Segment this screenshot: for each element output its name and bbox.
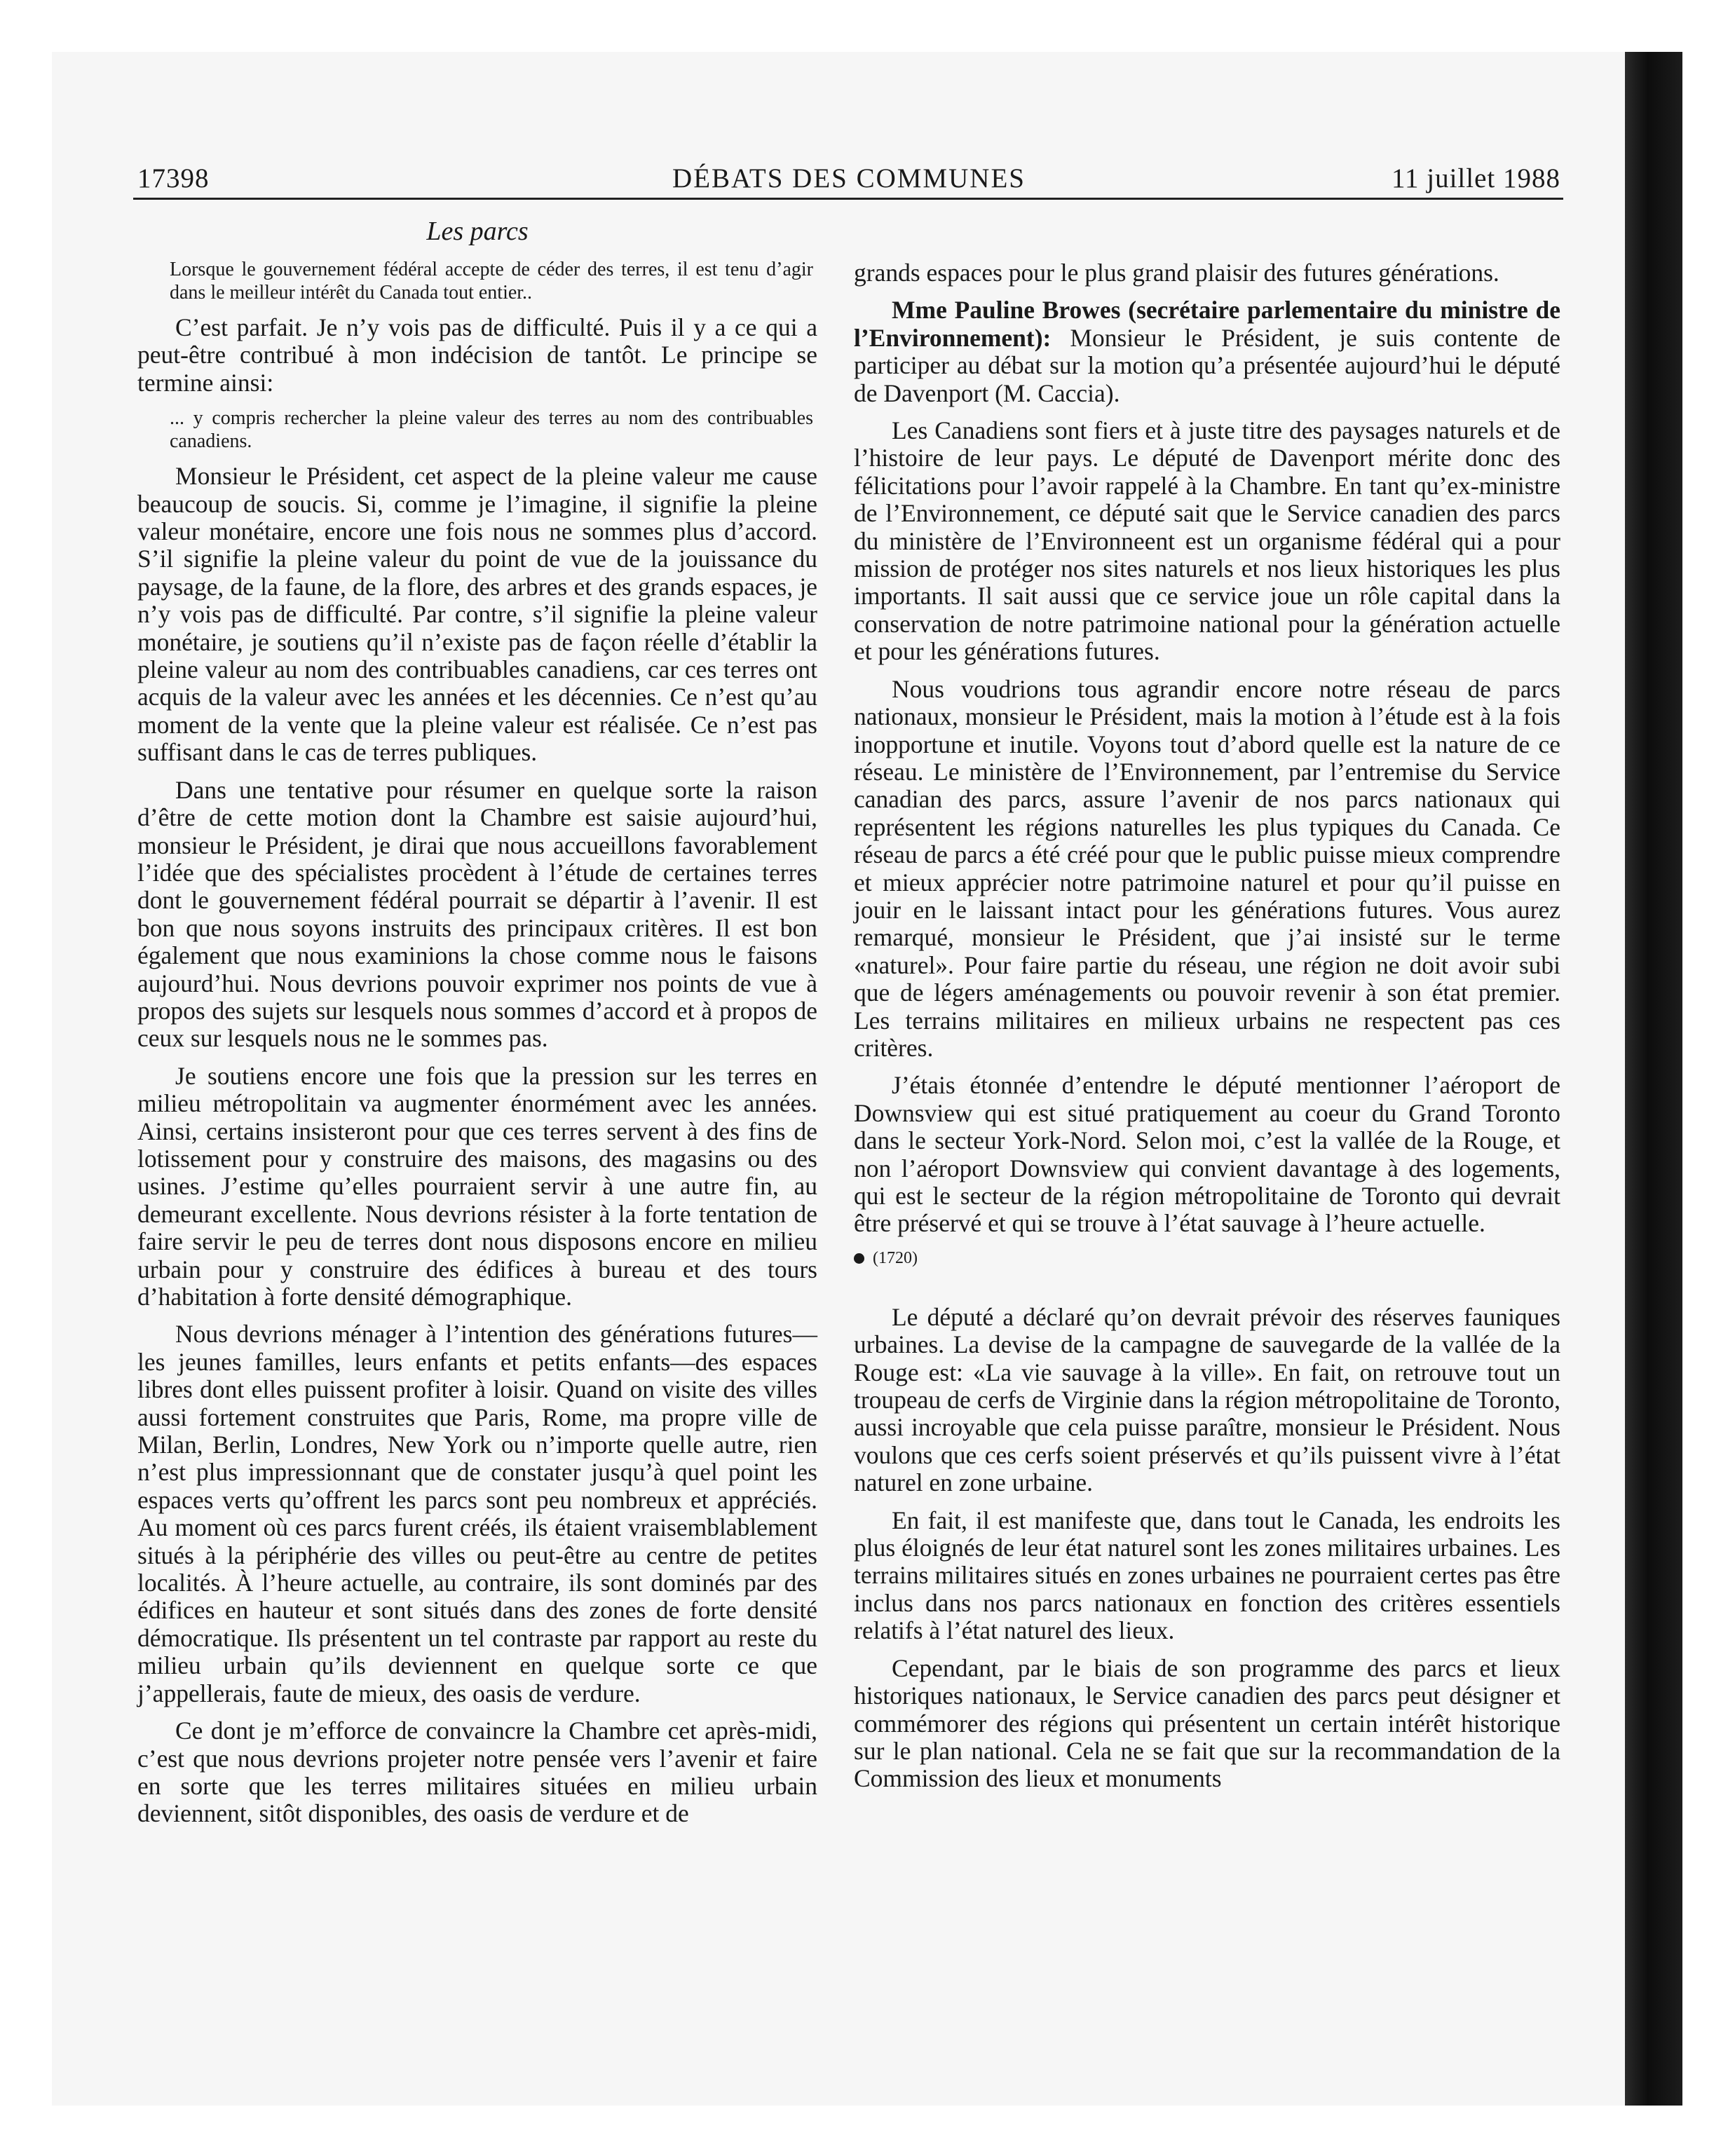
section-title: Les parcs: [426, 217, 529, 246]
right-column: [854, 259, 1560, 1803]
block-quote: Lorsque le gouvernement fédéral accepte de céder des terres, il est tenu d’agir dans le meilleur intérêt du Canada tout entier..: [170, 259, 813, 303]
paragraph: J’étais étonnée d’entendre le député mentionner l’aéroport de Downsview qui est situé pratiquement au coeur du Grand Toronto dans le secteur York-Nord. Selon moi, c’est la vallée de la Rouge, et non l’aéroport Downsview qui convient davantage à des logements, qui est le secteur de la région métropolitaine de Toronto qui devrait être préservé et qui se trouve à l’état sauvage à l’heure actuelle.: [854, 1071, 1560, 1238]
paragraph: Je soutiens encore une fois que la pression sur les terres en milieu métropolitain va augmenter énormément avec les années. Ainsi, certains insisteront pour que ces terres servent à des fins de lotissement pour y construire des maisons, des magasins ou des usines. J’estime qu’elles pourraient servir à une autre fin, au demeurant excellente. Nous devrions résister à la forte tentation de faire servir le peu de terres dont nous disposons encore en milieu urbain pour y construire des édifices à bureau et des tours d’habitation à forte densité démographique.: [137, 1061, 817, 1311]
speaker-paragraph: [854, 296, 1560, 407]
paragraph: Dans une tentative pour résumer en quelque sorte la raison d’être de cette motion dont la Chambre est saisie aujourd’hui, monsieur le Président, je dirai que nous accueillons favorablement l’idée que des spécialistes procèdent à l’étude de certaines terres dont le gouvernement fédéral pourrait se départir à l’avenir. Il est bon que nous soyons instruits des principaux critères. Il est bon également que nous examinions la chose comme nous le faisons aujourd’hui. Nous devrions pouvoir exprimer nos points de vue à propos des sujets sur lesquels nous sommes d’accord et à propos de ceux sur lesquels nous ne le sommes pas.: [137, 775, 817, 1053]
left-column: [137, 258, 817, 1838]
speaker-name: Mme Pauline Browes (secrétaire parlementaire du ministre de l’Environnement):: [854, 296, 1560, 352]
speaker-text: Monsieur le Président, je suis contente de participer au débat sur la motion qu’a présentée aujourd’hui le député de Davenport (M. Caccia).: [854, 323, 1560, 407]
scan-edge-shadow: [1625, 52, 1682, 2106]
header-rule: [133, 198, 1563, 200]
paragraph: Nous voudrions tous agrandir encore notre réseau de parcs nationaux, monsieur le Président, mais la motion à l’étude est à la fois inopportune et inutile. Voyons tout d’abord quelle est la nature de ce réseau. Le ministère de l’Environnement, par l’entremise du Service canadian des parcs, assure l’avenir de nos parcs nationaux qui représentent les régions naturelles les plus typiques du Canada. Ce réseau de parcs a été créé pour que le public puisse mieux comprendre et mieux apprécier notre patrimoine naturel et pour qu’il puisse en jouir en le laissant intact pour les générations futures. Vous aurez remarqué, monsieur le Président, que j’ai insisté sur le terme «naturel». Pour faire partie du réseau, une région ne doit avoir subi que de légers aménagements ou pouvoir revenir à son état premier. Les terrains militaires en milieux urbains ne respectent pas ces critères.: [854, 674, 1560, 1062]
bullet-icon: [854, 1253, 864, 1264]
publication-title: DÉBATS DES COMMUNES: [672, 163, 1026, 193]
paragraph: grands espaces pour le plus grand plaisir des futures générations.: [854, 259, 1499, 287]
paragraph: Monsieur le Président, cet aspect de la pleine valeur me cause beaucoup de soucis. Si, comme je l’imagine, il signifie la pleine valeur monétaire, encore une fois nous ne sommes plus d’accord. S’il signifie la pleine valeur du point de vue de la jouissance du paysage, de la faune, de la flore, des arbres et des grands espaces, je n’y vois pas de difficulté. Par contre, s’il signifie la pleine valeur monétaire, je soutiens qu’il n’existe pas de façon réelle d’établir la pleine valeur au nom des contribuables canadiens, car ces terres ont acquis de la valeur avec les années et les décennies. Ce n’est qu’au moment de la vente que la pleine valeur est réalisée. Ce n’est pas suffisant dans le cas de terres publiques.: [137, 462, 817, 767]
paragraph: Les Canadiens sont fiers et à juste titre des paysages naturels et de l’histoire de leur pays. Le député de Davenport mérite donc des félicitations pour l’avoir rappelé à la Chambre. En tant qu’ex-ministre de l’Environnement, ce député sait que le Service canadien des parcs du ministère de l’Environneent est un organisme fédéral qui a pour mission de protéger nos sites naturels et nos lieux historiques les plus importants. Il sait aussi que ce service joue un rôle capital dans la conservation de notre patrimoine national pour la génération actuelle et pour les générations futures.: [854, 416, 1560, 666]
page-header: [137, 163, 1560, 199]
paragraph: C’est parfait. Je n’y vois pas de difficulté. Puis il y a ce qui a peut-être contribué à mon indécision de tantôt. Le principe se termine ainsi:: [137, 313, 817, 397]
publication-date: 11 juillet 1988: [1391, 163, 1560, 193]
timestamp: (1720): [873, 1248, 918, 1267]
timestamp-marker: [854, 1248, 1560, 1269]
paragraph: Cependant, par le biais de son programme des parcs et lieux historiques nationaux, le Service canadien des parcs peut désigner et commémorer des régions qui présentent un certain intérêt historique sur le plan national. Cela ne se fait que sur la recommandation de la Commission des lieux et monuments: [854, 1653, 1560, 1793]
paragraph: Nous devrions ménager à l’intention des générations futures—les jeunes familles, leurs enfants et petits enfants—des espaces libres dont elles puissent profiter à loisir. Quand on visite des villes aussi fortement construites que Paris, Rome, ma propre ville de Milan, Berlin, Londres, New York ou n’importe quelle autre, rien n’est plus impressionnant que de constater jusqu’à quel point les espaces verts qu’offrent les parcs sont peu nombreux et appréciés. Au moment où ces parcs furent créés, ils étaient vraisemblablement situés à la périphérie des villes ou peut-être au centre de petites localités. À l’heure actuelle, au contraire, ils sont dominés par des édifices en hauteur et sont situés dans des zones de forte densité démocratique. Ils présentent un tel contraste par rapport au reste du milieu urbain qu’ils deviennent en quelque sorte ce que j’appellerais, faute de mieux, des oasis de verdure.: [137, 1320, 817, 1707]
paragraph: Le député a déclaré qu’on devrait prévoir des réserves fauniques urbaines. La devise de la campagne de sauvegarde de la vallée de la Rouge est: «La vie sauvage à la ville». En fait, on retrouve tout un troupeau de cerfs de Virginie dans la région métropolitaine de Toronto, aussi incroyable que cela puisse paraître, monsieur le Président. Nous voulons que ces cerfs soient préservés et qu’ils puissent vivre à l’état naturel en zone urbaine.: [854, 1302, 1560, 1497]
paragraph: Ce dont je m’efforce de convaincre la Chambre cet après-midi, c’est que nous devrions projeter notre pensée vers l’avenir et faire en sorte que les terres militaires situées en milieu urbain deviennent, sitôt disponibles, des oasis de verdure et de: [137, 1717, 817, 1828]
block-quote: ... y compris rechercher la pleine valeur des terres au nom des contribuables canadiens.: [170, 407, 813, 453]
page-number: 17398: [137, 163, 210, 193]
paragraph: En fait, il est manifeste que, dans tout le Canada, les endroits les plus éloignés de leur état naturel sont les zones militaires urbaines. Les terrains militaires situés en zones urbaines ne pourraient certes pas être inclus dans nos parcs nationaux en fonction des critères essentiels relatifs à l’état naturel des lieux.: [854, 1506, 1560, 1645]
